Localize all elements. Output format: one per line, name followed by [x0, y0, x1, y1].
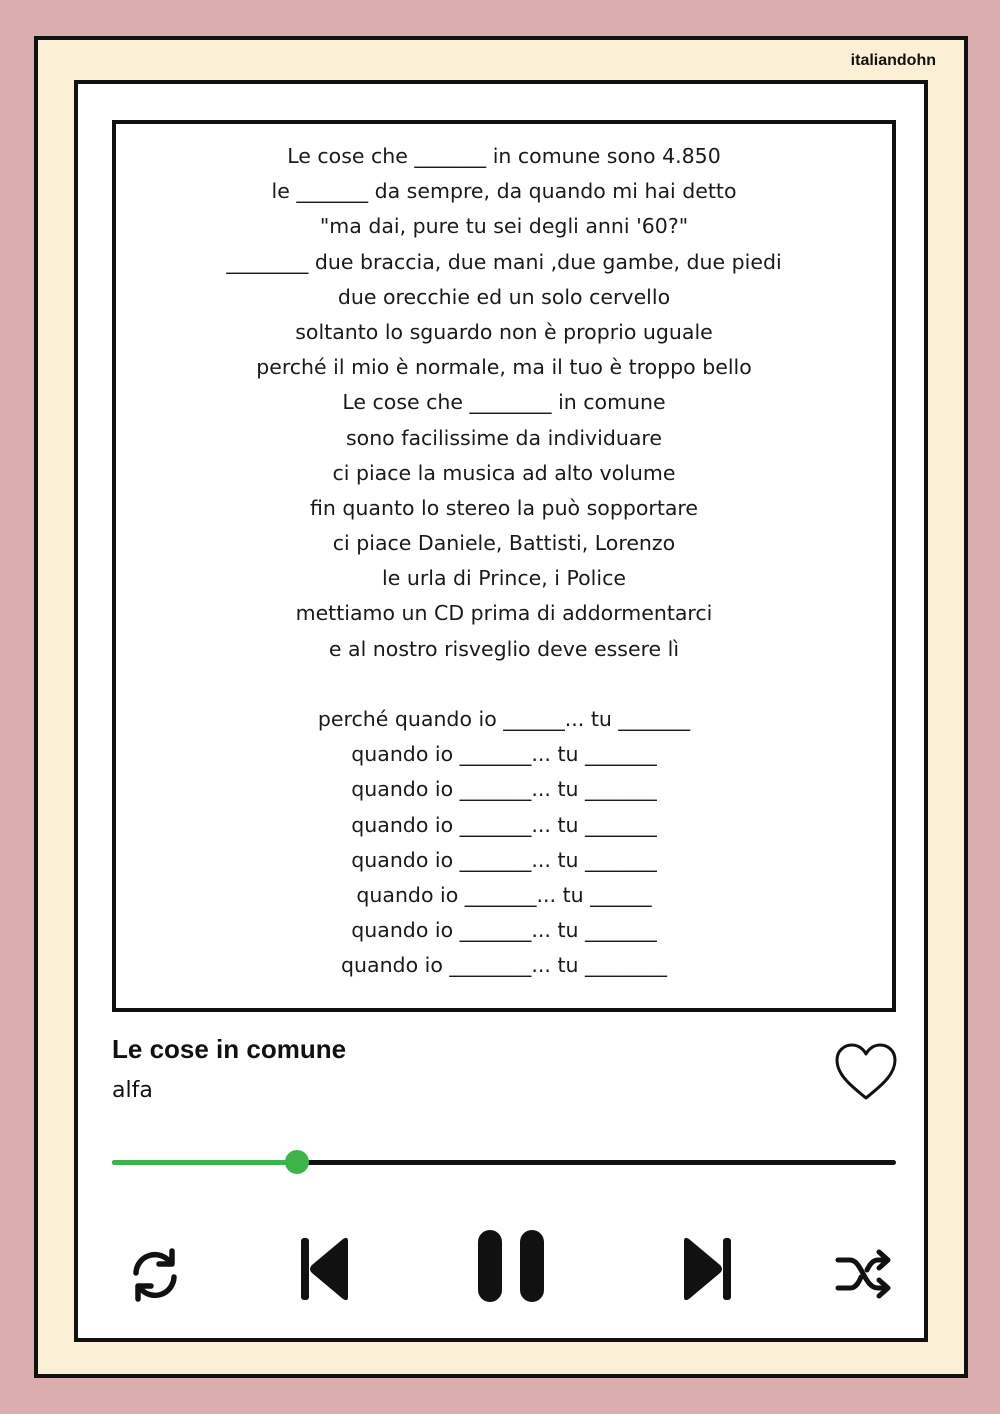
brand-label: italiandohn: [850, 52, 936, 69]
repeat-icon[interactable]: [126, 1246, 184, 1304]
lyric-line: ci piace la musica ad alto volume: [332, 460, 676, 485]
lyric-line: quando io ________... tu ________: [341, 953, 667, 978]
lyric-line: mettiamo un CD prima di addormentarci: [295, 601, 713, 626]
shuffle-icon[interactable]: [834, 1246, 894, 1302]
lyrics-panel: [112, 120, 896, 1012]
lyric-line: "ma dai, pure tu sei degli anni '60?": [319, 214, 689, 239]
lyric-line: quando io _______... tu ______: [356, 882, 652, 907]
lyric-line: quando io _______... tu _______: [351, 812, 657, 837]
worksheet-frame: [34, 36, 968, 1378]
lyric-line: ci piace Daniele, Battisti, Lorenzo: [332, 531, 676, 556]
skip-previous-icon[interactable]: [298, 1236, 354, 1302]
lyric-line: perché quando io ______... tu _______: [317, 707, 691, 731]
playback-controls: [112, 1228, 896, 1318]
song-artist: alfa: [112, 1078, 153, 1103]
lyric-line: quando io _______... tu _______: [351, 847, 657, 872]
progress-fill: [112, 1160, 297, 1165]
lyric-line: Le cose che _______ in comune sono 4.850: [287, 144, 721, 168]
lyric-line: e al nostro risveglio deve essere lì: [328, 636, 680, 661]
lyric-line: fin quanto lo stereo la può sopportare: [309, 495, 699, 520]
heart-icon[interactable]: [834, 1042, 898, 1102]
progress-handle[interactable]: [285, 1150, 309, 1174]
progress-bar[interactable]: [112, 1154, 896, 1170]
lyric-line: quando io _______... tu _______: [351, 742, 657, 767]
skip-next-icon[interactable]: [678, 1236, 734, 1302]
song-title: Le cose in comune: [112, 1034, 347, 1064]
player-card: [74, 80, 928, 1342]
lyric-gap: [116, 667, 892, 702]
lyric-line: soltanto lo sguardo non è proprio uguale: [295, 319, 713, 344]
lyric-line: ________ due braccia, due mani ,due gambe, due piedi: [226, 249, 782, 274]
lyric-line: le _______ da sempre, da quando mi hai detto: [271, 179, 737, 204]
lyric-line: Le cose che ________ in comune: [342, 390, 666, 415]
lyric-line: due orecchie ed un solo cervello: [337, 284, 671, 309]
pause-icon[interactable]: [476, 1228, 546, 1304]
lyric-line: perché il mio è normale, ma il tuo è troppo bello: [256, 355, 752, 380]
lyric-line: quando io _______... tu _______: [351, 918, 657, 943]
lyric-line: le urla di Prince, i Police: [382, 566, 626, 591]
lyric-line: quando io _______... tu _______: [351, 777, 657, 802]
lyric-line: sono facilissime da individuare: [345, 425, 663, 450]
